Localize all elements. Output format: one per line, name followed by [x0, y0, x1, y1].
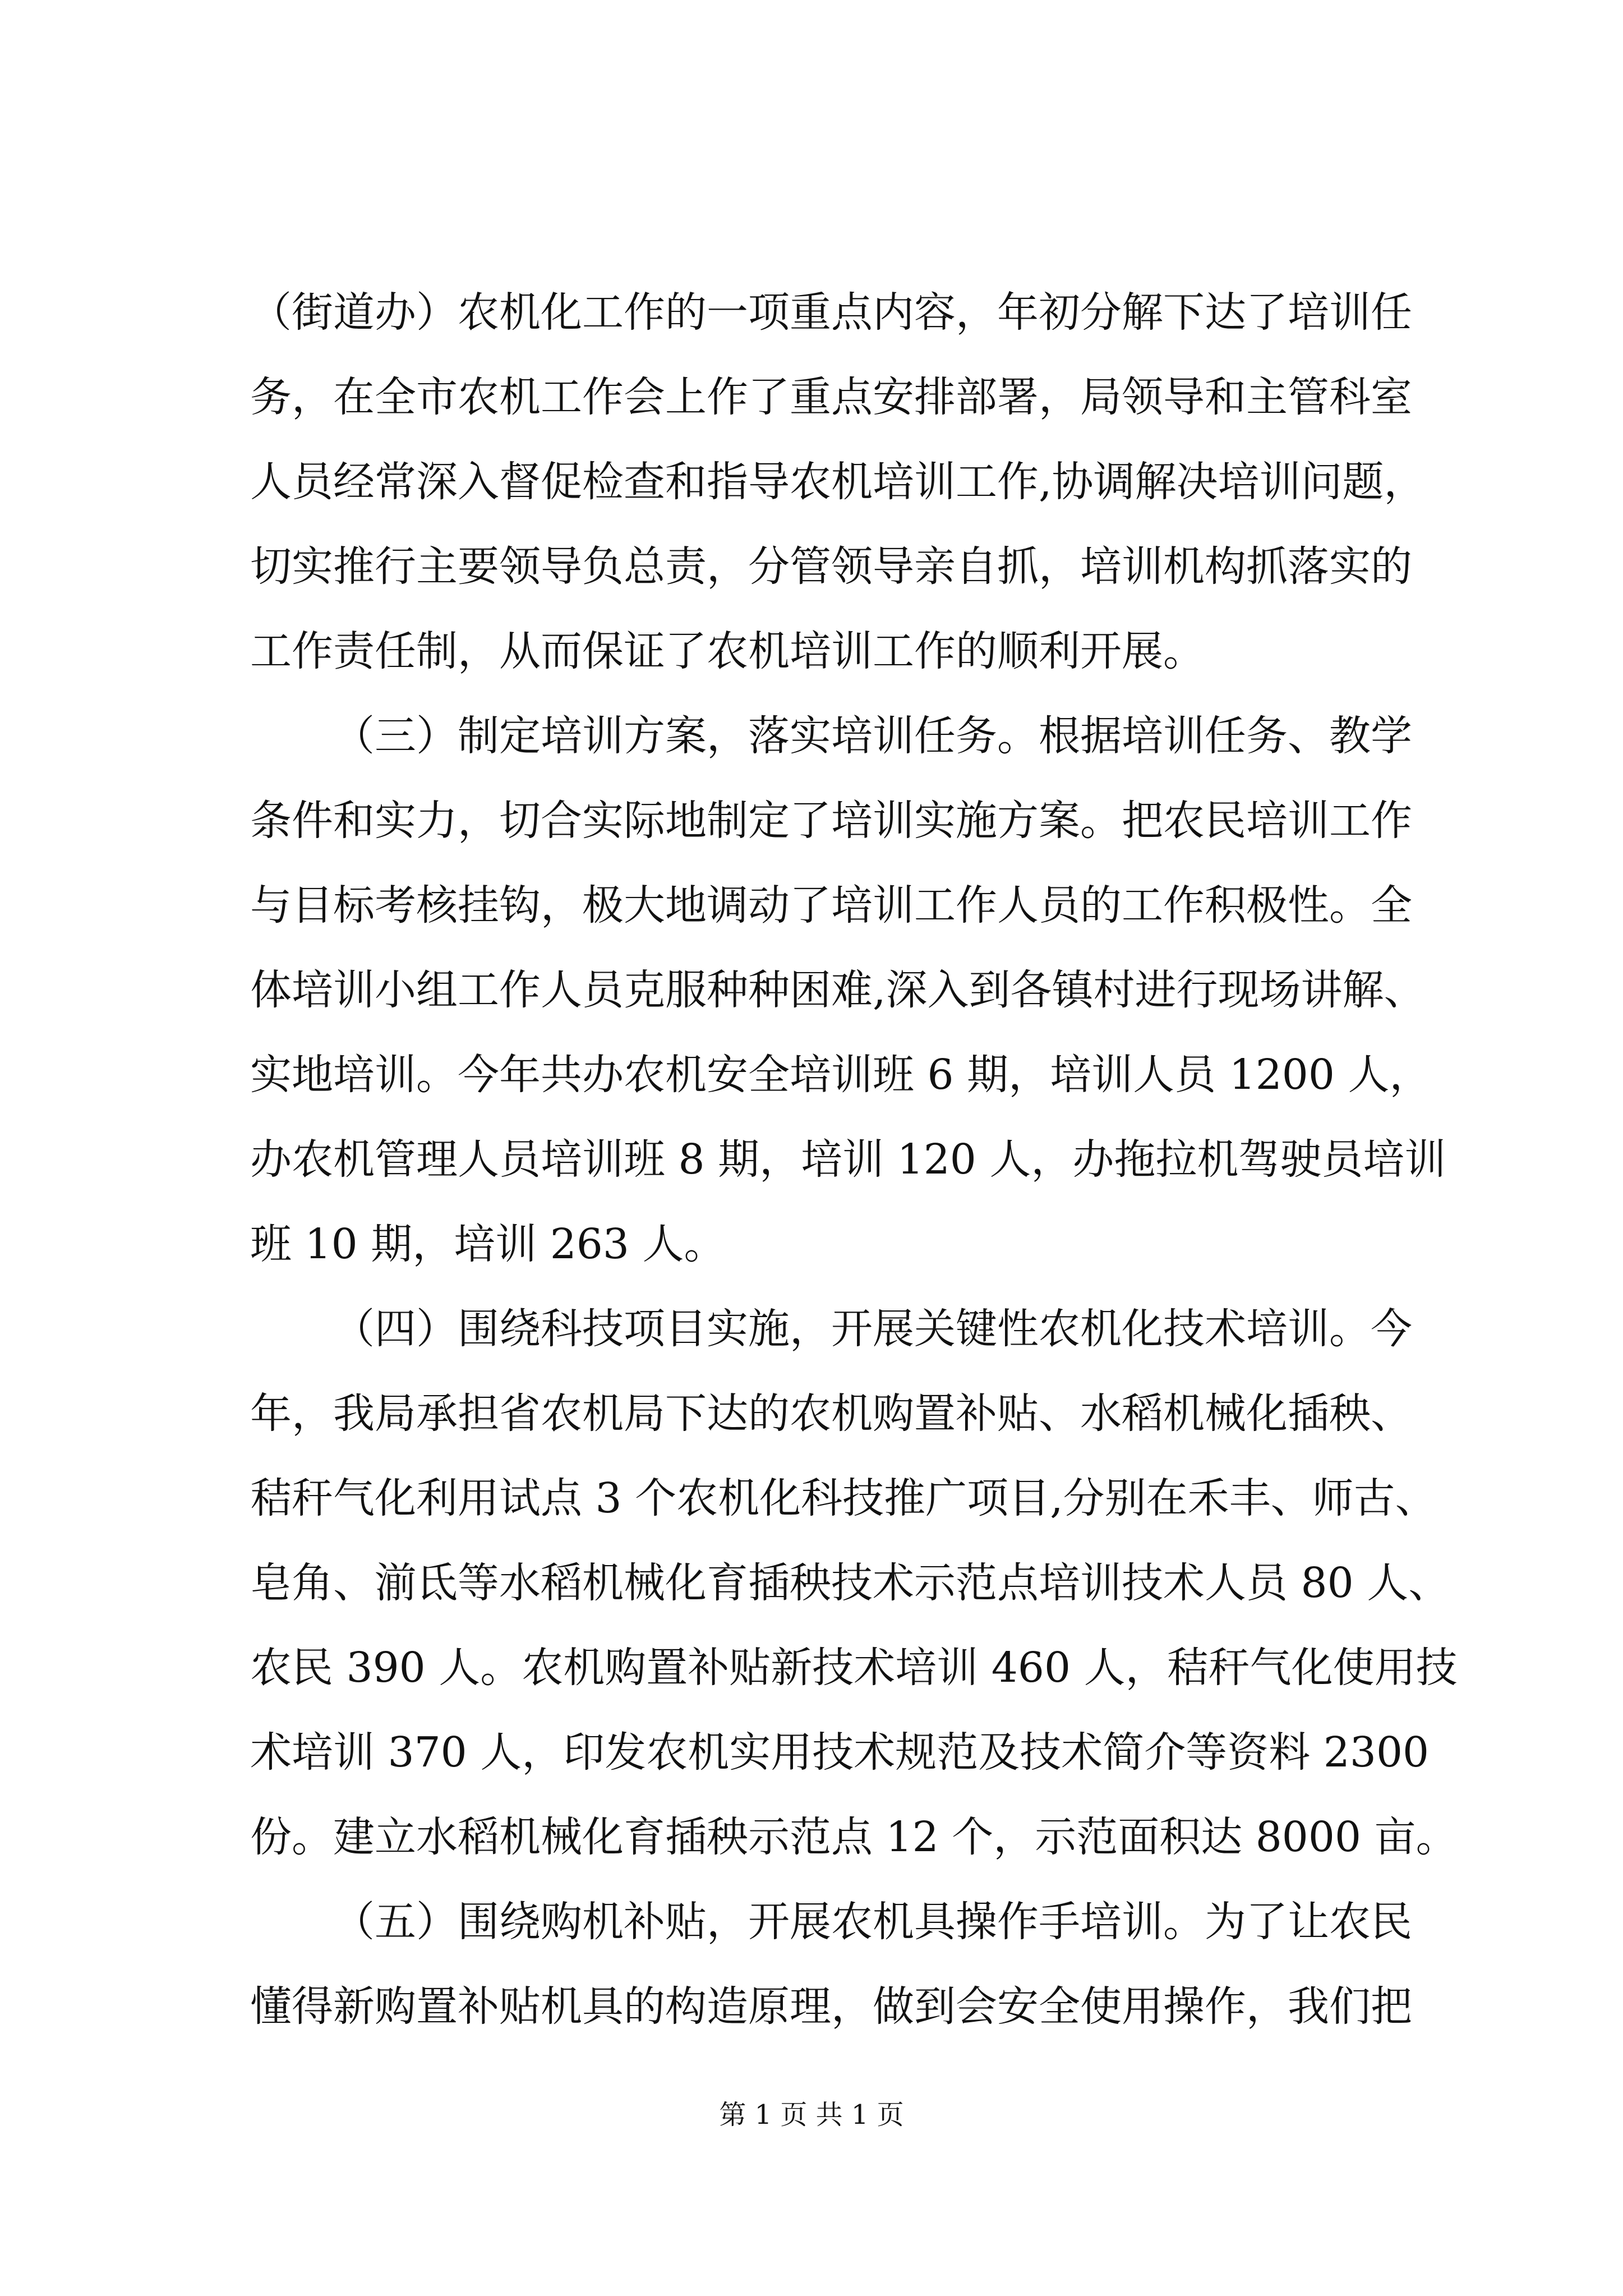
paragraph-start-line: （四）围绕科技项目实施，开展关键性农机化技术培训。今 [333, 1305, 1412, 1353]
text-line: 秸秆气化利用试点 3 个农机化科技推广项目,分别在禾丰、师古、 [250, 1474, 1437, 1522]
text-line: 人员经常深入督促检查和指导农机培训工作,协调解决培训问题， [250, 458, 1426, 506]
text-line: 工作责任制，从而保证了农机培训工作的顺利开展。 [250, 627, 1205, 675]
text-line: 懂得新购置补贴机具的构造原理，做到会安全使用操作，我们把 [250, 1982, 1412, 2031]
paragraph-start-line: （五）围绕购机补贴，开展农机具操作手培训。为了让农民 [333, 1898, 1412, 1946]
text-line: 皂角、湔氐等水稻机械化育插秧技术示范点培训技术人员 80 人、 [250, 1559, 1450, 1607]
text-line: 体培训小组工作人员克服种种困难,深入到各镇村进行现场讲解、 [250, 966, 1426, 1014]
text-line: 条件和实力，切合实际地制定了培训实施方案。把农民培训工作 [250, 797, 1412, 845]
text-line: 术培训 370 人，印发农机实用技术规范及技术简介等资料 2300 [250, 1728, 1430, 1777]
text-line: 农民 390 人。农机购置补贴新技术培训 460 人，秸秆气化使用技 [250, 1644, 1458, 1692]
text-line: 办农机管理人员培训班 8 期，培训 120 人，办拖拉机驾驶员培训 [250, 1135, 1446, 1184]
text-line: 份。建立水稻机械化育插秧示范点 12 个，示范面积达 8000 亩。 [250, 1813, 1458, 1861]
text-line: 实地培训。今年共办农机安全培训班 6 期，培训人员 1200 人， [250, 1051, 1431, 1099]
text-line: 年，我局承担省农机局下达的农机购置补贴、水稻机械化插秧、 [250, 1389, 1412, 1438]
page-footer: 第 1 页 共 1 页 [719, 2099, 904, 2131]
text-line: 务，在全市农机工作会上作了重点安排部署，局领导和主管科室 [250, 373, 1412, 421]
text-line: 切实推行主要领导负总责，分管领导亲自抓，培训机构抓落实的 [250, 542, 1412, 591]
text-line: 班 10 期，培训 263 人。 [250, 1220, 726, 1268]
text-line: 与目标考核挂钩，极大地调动了培训工作人员的工作积极性。全 [250, 881, 1412, 930]
paragraph-start-line: （三）制定培训方案，落实培训任务。根据培训任务、教学 [333, 712, 1412, 760]
text-line: （街道办）农机化工作的一项重点内容，年初分解下达了培训任 [250, 288, 1412, 337]
